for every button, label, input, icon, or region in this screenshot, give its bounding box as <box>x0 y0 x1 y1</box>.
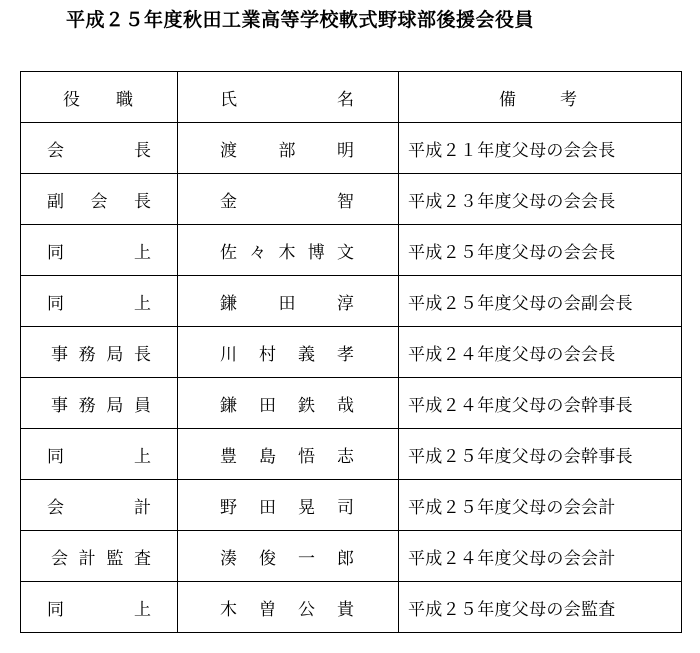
role-char: 上 <box>134 242 151 263</box>
name-char: 貴 <box>337 599 354 620</box>
note-cell <box>399 225 682 276</box>
name-char: 田 <box>259 497 276 518</box>
name-char: 俊 <box>259 548 276 569</box>
name-char: 志 <box>337 446 354 467</box>
table-row <box>21 429 682 480</box>
role-char: 計 <box>78 548 96 569</box>
table-row <box>21 276 682 327</box>
header-note <box>399 72 682 123</box>
table-row <box>21 480 682 531</box>
role-char: 局 <box>106 395 124 416</box>
name-cell <box>178 378 399 429</box>
name-cell <box>178 480 399 531</box>
name-cell <box>178 276 399 327</box>
table-row <box>21 225 682 276</box>
name-char: 金 <box>220 191 237 212</box>
name-char: 鎌 <box>220 395 237 416</box>
note-text: 平成２５年度父母の会監査 <box>408 599 616 620</box>
note-text: 平成２４年度父母の会幹事長 <box>408 395 633 416</box>
name-char: 曽 <box>259 599 276 620</box>
name-char: 野 <box>220 497 237 518</box>
note-cell <box>399 174 682 225</box>
role-cell <box>21 174 178 225</box>
role-char: 上 <box>134 293 151 314</box>
name-cell <box>178 429 399 480</box>
role-char: 務 <box>78 395 96 416</box>
name-char: 鎌 <box>220 293 237 314</box>
name-cell <box>178 531 399 582</box>
table-row <box>21 378 682 429</box>
note-text: 平成２５年度父母の会副会長 <box>408 293 633 314</box>
name-char: 文 <box>337 242 354 263</box>
role-char: 事 <box>51 395 68 416</box>
name-char: 島 <box>259 446 276 467</box>
header-name <box>178 72 399 123</box>
role-char: 上 <box>134 446 151 467</box>
name-char: 晃 <box>298 497 315 518</box>
note-text: 平成２５年度父母の会会長 <box>408 242 616 263</box>
table-row <box>21 582 682 633</box>
role-char: 計 <box>134 497 151 518</box>
note-cell <box>399 582 682 633</box>
header-role-char: 役 <box>63 89 80 110</box>
table-row <box>21 123 682 174</box>
role-cell <box>21 531 178 582</box>
header-role-char: 職 <box>116 89 133 110</box>
table-row <box>21 531 682 582</box>
role-char: 会 <box>51 548 68 569</box>
name-char: 村 <box>259 344 276 365</box>
role-char: 局 <box>106 344 124 365</box>
name-char: 木 <box>220 599 237 620</box>
note-text: 平成２４年度父母の会会長 <box>408 344 616 365</box>
name-char: 淳 <box>337 293 354 314</box>
table-row <box>21 327 682 378</box>
name-char: 湊 <box>220 548 237 569</box>
name-cell <box>178 174 399 225</box>
name-char: 義 <box>298 344 315 365</box>
officers-table <box>20 71 682 633</box>
name-char: 豊 <box>220 446 237 467</box>
note-cell <box>399 531 682 582</box>
header-name-char: 名 <box>337 89 354 110</box>
role-cell <box>21 582 178 633</box>
name-char: 佐 <box>220 242 237 263</box>
name-cell <box>178 225 399 276</box>
name-char: 哉 <box>337 395 354 416</box>
name-cell <box>178 123 399 174</box>
header-note-char: 考 <box>560 89 577 110</box>
role-char: 副 <box>47 191 64 212</box>
name-char: 博 <box>307 242 325 263</box>
name-char: 部 <box>278 140 296 161</box>
name-char: 明 <box>337 140 354 161</box>
name-char: 郎 <box>337 548 354 569</box>
role-cell <box>21 225 178 276</box>
note-text: 平成２１年度父母の会会長 <box>408 140 616 161</box>
name-char: 々 <box>249 242 267 263</box>
note-cell <box>399 378 682 429</box>
officer-rows <box>21 123 682 633</box>
note-text: 平成２４年度父母の会会計 <box>408 548 616 569</box>
note-text: 平成２５年度父母の会幹事長 <box>408 446 633 467</box>
name-char: 孝 <box>337 344 354 365</box>
role-char: 上 <box>134 599 151 620</box>
note-text: 平成２５年度父母の会会計 <box>408 497 616 518</box>
name-cell <box>178 327 399 378</box>
note-cell <box>399 327 682 378</box>
role-char: 長 <box>133 344 151 365</box>
role-cell <box>21 480 178 531</box>
table-header-row <box>21 72 682 123</box>
role-char: 長 <box>134 140 151 161</box>
name-char: 木 <box>278 242 296 263</box>
name-char: 鉄 <box>298 395 315 416</box>
note-cell <box>399 123 682 174</box>
role-cell <box>21 276 178 327</box>
role-char: 員 <box>133 395 151 416</box>
name-char: 田 <box>259 395 276 416</box>
name-char: 一 <box>298 548 315 569</box>
role-char: 査 <box>133 548 151 569</box>
role-char: 同 <box>47 242 64 263</box>
name-char: 渡 <box>220 140 237 161</box>
role-char: 会 <box>90 191 108 212</box>
name-char: 川 <box>220 344 237 365</box>
name-char: 田 <box>278 293 296 314</box>
role-char: 長 <box>134 191 151 212</box>
role-char: 同 <box>47 599 64 620</box>
role-cell <box>21 429 178 480</box>
role-cell <box>21 327 178 378</box>
page-title: 平成２５年度秋田工業高等学校軟式野球部後援会役員 <box>66 9 535 31</box>
role-cell <box>21 123 178 174</box>
header-name-char: 氏 <box>220 89 237 110</box>
name-char: 司 <box>337 497 354 518</box>
table-row <box>21 174 682 225</box>
note-text: 平成２３年度父母の会会長 <box>408 191 616 212</box>
name-char: 智 <box>337 191 354 212</box>
role-char: 会 <box>47 140 64 161</box>
header-role <box>21 72 178 123</box>
role-char: 同 <box>47 293 64 314</box>
name-char: 公 <box>298 599 315 620</box>
note-cell <box>399 480 682 531</box>
role-char: 事 <box>51 344 68 365</box>
name-char: 悟 <box>298 446 315 467</box>
role-char: 会 <box>47 497 64 518</box>
role-char: 務 <box>78 344 96 365</box>
note-cell <box>399 276 682 327</box>
role-char: 同 <box>47 446 64 467</box>
name-cell <box>178 582 399 633</box>
header-note-char: 備 <box>499 89 516 110</box>
role-cell <box>21 378 178 429</box>
role-char: 監 <box>106 548 124 569</box>
note-cell <box>399 429 682 480</box>
